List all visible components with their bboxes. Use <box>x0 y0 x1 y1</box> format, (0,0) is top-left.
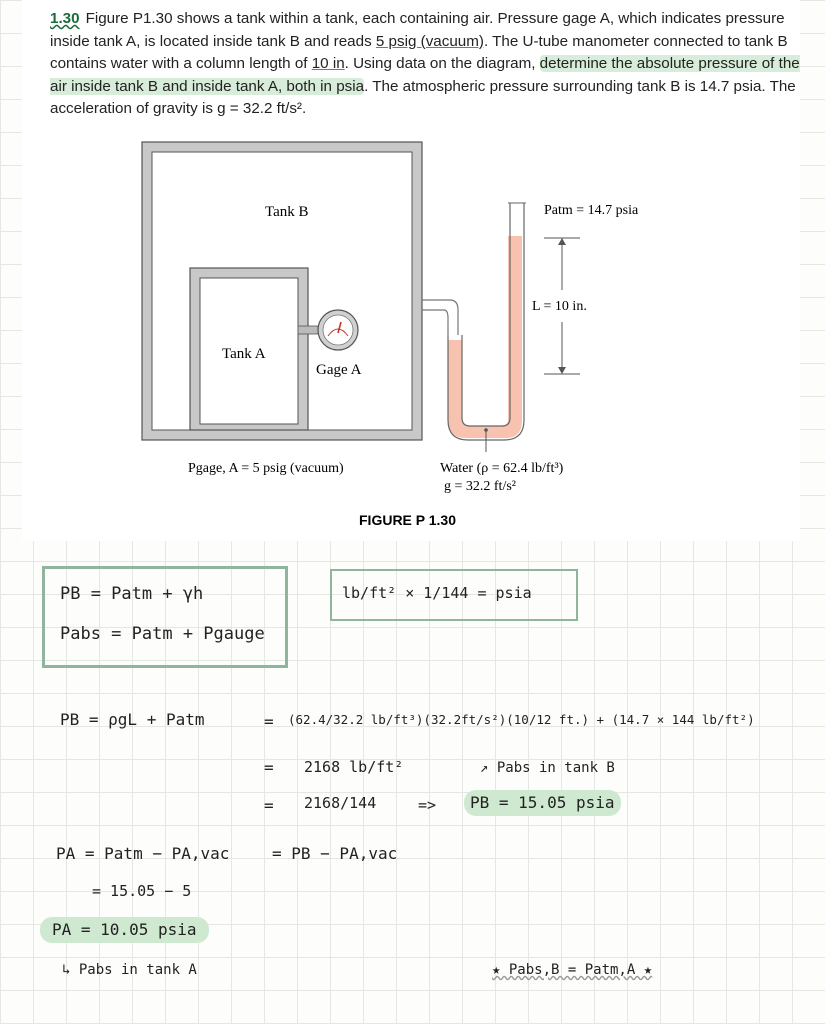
pa-substitution: = 15.05 − 5 <box>92 882 192 900</box>
unit-conversion: lb/ft² × 1/144 = psia <box>342 584 532 602</box>
formula-box <box>42 566 288 668</box>
tank-b-label: Tank B <box>265 204 309 220</box>
water-label: Water (ρ = 62.4 lb/ft³) <box>440 461 564 476</box>
pabs-a-note: ↳ Pabs in tank A <box>62 962 197 978</box>
gage-a-icon <box>318 310 358 350</box>
length-label: L = 10 in. <box>532 299 587 314</box>
figure-caption: FIGURE P 1.30 <box>359 512 457 528</box>
star-note: ★ Pabs,B = Patm,A ★ <box>492 962 653 978</box>
pb-division: 2168/144 <box>304 794 377 812</box>
pb-equation: PB = ρgL + Patm <box>60 710 205 729</box>
figure-diagram <box>22 0 800 541</box>
formula-pabs: Pabs = Patm + Pgauge <box>60 624 265 644</box>
pa-equation-2: = PB − PA,vac <box>272 844 398 863</box>
pa-result: PA = 10.05 psia <box>40 917 209 943</box>
pb-2168: 2168 lb/ft² <box>304 758 404 776</box>
pgage-label: Pgage, A = 5 psig (vacuum) <box>188 461 344 476</box>
u-tube-water <box>448 236 522 438</box>
problem-statement: 1.30 Figure P1.30 shows a tank within a tank, each containing air. Pressure gage A, which indicates pressure inside tank A, is located inside tank B and reads 5 psig (vacuum). The U-tube manometer connected to tank B contains water with a column length of 10 in. Using data on the diagram, determine the absolute pressure of the air inside tank B and inside tank A, both in psia. The atmospheric pressure surrounding tank B is 14.7 psia. The acceleration of gravity is g = 32.2 ft/s². <box>50 10 800 118</box>
gage-a-label: Gage A <box>316 362 362 378</box>
pb-calculation: (62.4/32.2 lb/ft³)(32.2ft/s²)(10/12 ft.) + (14.7 × 144 lb/ft²) <box>288 712 755 727</box>
gage-reading: 5 psig (vacuum) <box>375 32 484 50</box>
task-highlight: determine the absolute pressure of the air inside tank B and inside tank A, both in psia <box>50 55 800 95</box>
column-length: 10 in <box>311 55 345 73</box>
gravity-label: g = 32.2 ft/s² <box>444 479 516 494</box>
problem-card <box>22 0 800 541</box>
problem-number: 1.30 <box>50 10 80 27</box>
pb-result: PB = 15.05 psia <box>464 790 621 816</box>
patm-label: Patm = 14.7 psia <box>544 203 639 218</box>
pabs-b-note: ↗ Pabs in tank B <box>480 760 615 776</box>
formula-pb: PB = Patm + γh <box>60 584 204 604</box>
implies-arrow: => <box>418 796 437 814</box>
pa-equation: PA = Patm − PA,vac <box>56 844 230 863</box>
tank-a-label: Tank A <box>222 346 266 362</box>
